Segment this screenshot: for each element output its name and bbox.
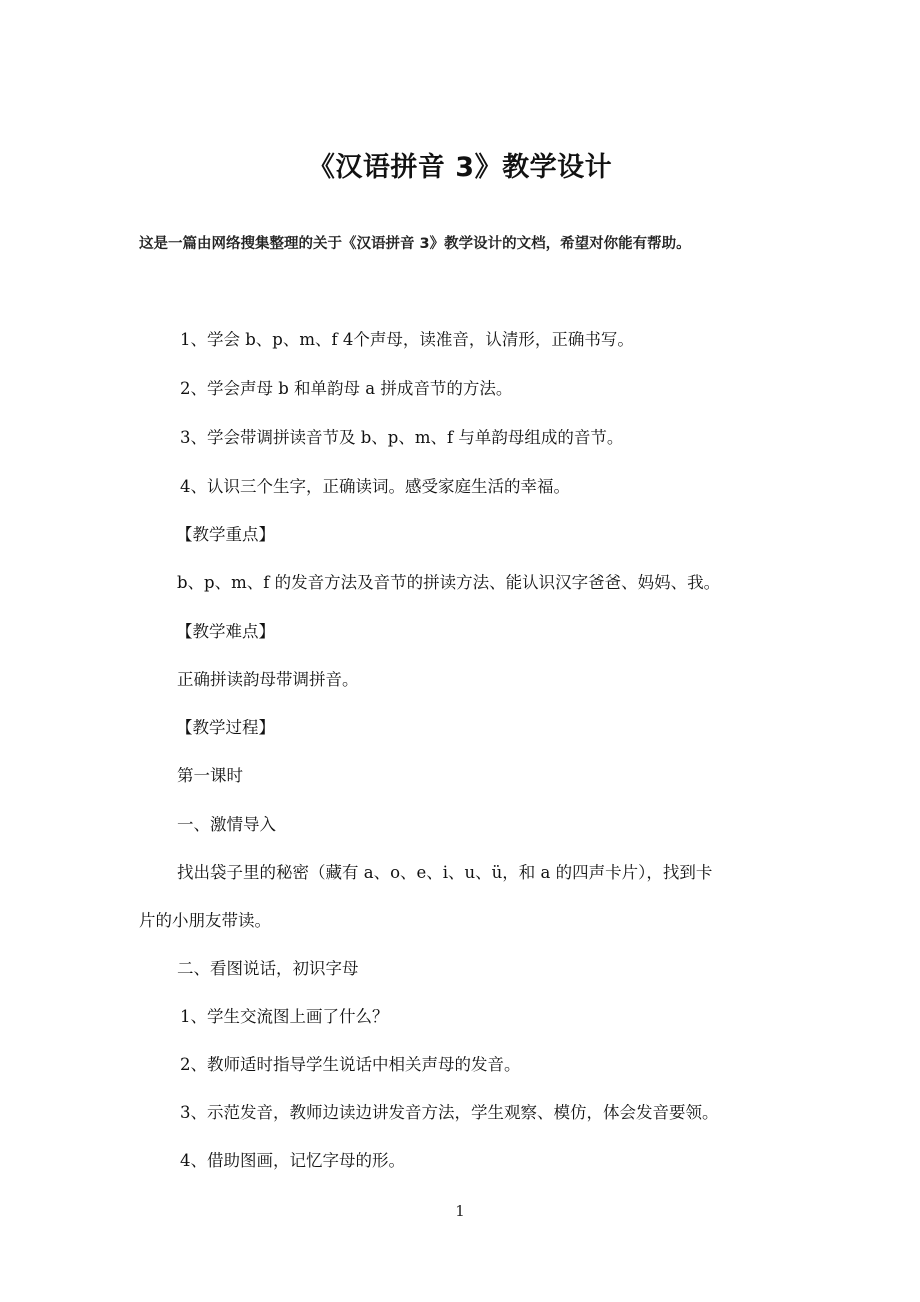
objective-4: 4、认识三个生字，正确读词。感受家庭生活的幸福。	[180, 477, 570, 496]
step-1-heading: 一、激情导入	[177, 815, 276, 834]
step-1-paragraph-line-1: 找出袋子里的秘密（藏有 a、o、e、i、u、ü，和 a 的四声卡片），找到卡	[177, 863, 713, 882]
section-heading-process: 【教学过程】	[176, 718, 275, 737]
step-2-item-2: 2、教师适时指导学生说话中相关声母的发音。	[180, 1055, 521, 1074]
objective-1: 1、学会 b、p、m、f 4个声母，读准音，认清形，正确书写。	[180, 330, 634, 349]
objective-3: 3、学会带调拼读音节及 b、p、m、f 与单韵母组成的音节。	[180, 428, 624, 447]
step-2-heading: 二、看图说话，初识字母	[177, 959, 359, 978]
step-1-paragraph-line-2: 片的小朋友带读。	[139, 911, 271, 930]
step-2-item-4: 4、借助图画，记忆字母的形。	[180, 1151, 405, 1170]
page-number: 1	[455, 1202, 465, 1220]
step-2-item-1: 1、学生交流图上画了什么？	[180, 1007, 389, 1026]
section-heading-key-points: 【教学重点】	[176, 525, 275, 544]
section-heading-difficulties: 【教学难点】	[176, 622, 275, 641]
key-points-text: b、p、m、f 的发音方法及音节的拼读方法、能认识汉字爸爸、妈妈、我。	[177, 573, 721, 592]
document-title: 《汉语拼音 3》教学设计	[307, 152, 613, 183]
document-intro: 这是一篇由网络搜集整理的关于《汉语拼音 3》教学设计的文档，希望对你能有帮助。	[139, 236, 691, 252]
lesson-period-heading: 第一课时	[177, 766, 243, 785]
difficulties-text: 正确拼读韵母带调拼音。	[177, 670, 359, 689]
step-2-item-3: 3、示范发音，教师边读边讲发音方法，学生观察、模仿，体会发音要领。	[180, 1103, 719, 1122]
objective-2: 2、学会声母 b 和单韵母 a 拼成音节的方法。	[180, 379, 513, 398]
